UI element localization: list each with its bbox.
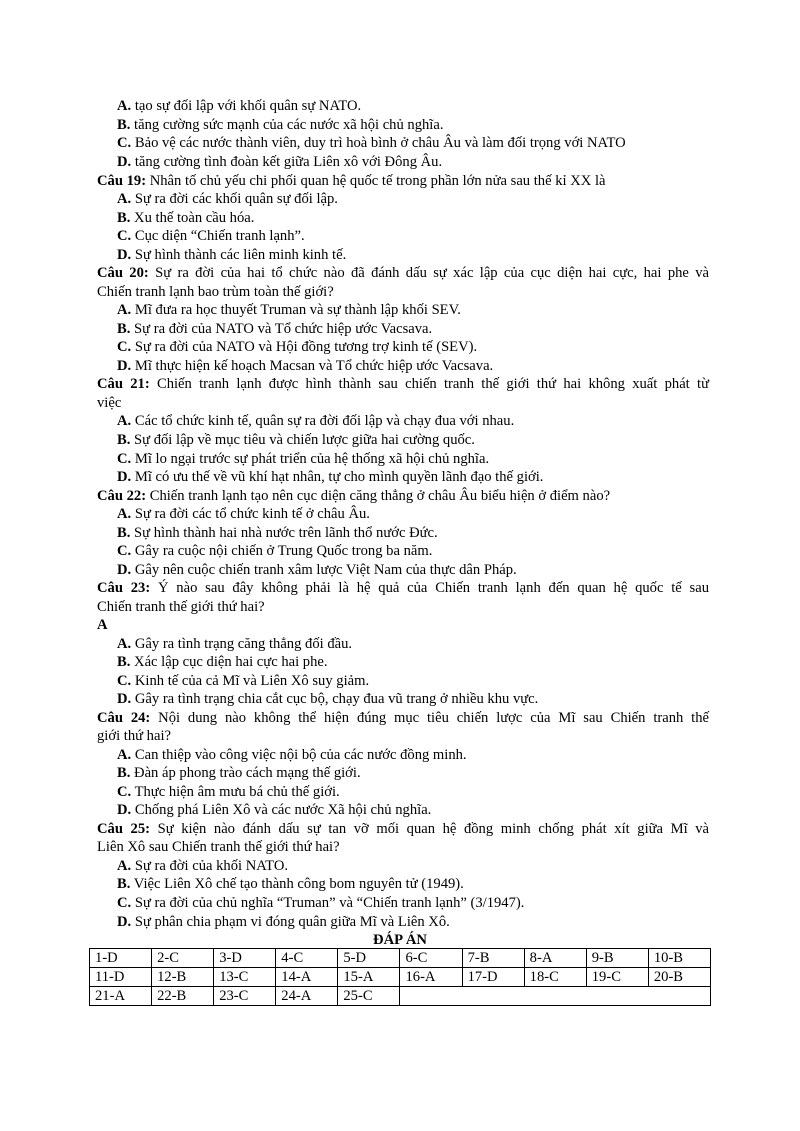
q24-stem-cont: giới thứ hai? [97,728,171,744]
table-row [90,949,711,968]
q23-option-a: A. Gây ra tình trạng căng thẳng đối đầu. [117,636,353,652]
q23-option-d: D. Gây ra tình trạng chia cắt cục bộ, chạy đua vũ trang ở nhiều khu vực. [117,691,539,707]
q21-stem: Câu 21: Chiến tranh lạnh được hình thành sau chiến tranh thế giới thứ hai không xuất phát từ [97,376,709,392]
q24-stem: Câu 24: Nội dung nào không thể hiện đúng mục tiêu chiến lược của Mĩ sau Chiến tranh thế [97,710,709,726]
q22-option-c: C. Gây ra cuộc nội chiến ở Trung Quốc trong ba năm. [117,543,433,559]
q24-option-c: C. Thực hiện âm mưu bá chủ thế giới. [117,784,340,800]
q21-option-c: C. Mĩ lo ngại trước sự phát triển của hệ thống xã hội chủ nghĩa. [117,451,490,467]
answer-cell: 12-B [152,968,214,987]
q19-option-d: D. Sự hình thành các liên minh kinh tế. [117,247,347,263]
answers-title: ĐÁP ÁN [373,932,427,948]
answer-cell: 17-D [462,968,524,987]
answer-cell: 21-A [90,987,152,1006]
answer-cell: 13-C [214,968,276,987]
answer-cell: 15-A [338,968,400,987]
q23-answer-mark: A [97,617,108,633]
q25-stem-cont: Liên Xô sau Chiến tranh thế giới thứ hai? [97,839,340,855]
answer-cell: 16-A [400,968,462,987]
answer-cell: 18-C [524,968,586,987]
q20-option-b: B. Sự ra đời của NATO và Tổ chức hiệp ước Vacsava. [117,321,433,337]
q24-option-a: A. Can thiệp vào công việc nội bộ của các nước đồng minh. [117,747,467,763]
q19-option-b: B. Xu thế toàn cầu hóa. [117,210,255,226]
answer-cell-empty [400,987,711,1006]
q25-option-d: D. Sự phân chia phạm vi đóng quân giữa Mĩ và Liên Xô. [117,914,450,930]
q21-option-a: A. Các tổ chức kinh tế, quân sự ra đời đối lập và chạy đua với nhau. [117,413,515,429]
answer-cell: 9-B [586,949,648,968]
q20-stem-cont: Chiến tranh lạnh bao trùm toàn thế giới? [97,284,334,300]
q18-option-b: B. tăng cường sức mạnh của các nước xã hội chủ nghĩa. [117,117,444,133]
q18-option-d: D. tăng cường tình đoàn kết giữa Liên xô với Đông Âu. [117,154,443,170]
answer-cell: 20-B [648,968,710,987]
answer-cell: 19-C [586,968,648,987]
answer-cell: 3-D [214,949,276,968]
q23-stem-cont: Chiến tranh thế giới thứ hai? [97,599,265,615]
q25-option-b: B. Việc Liên Xô chế tạo thành công bom nguyên tử (1949). [117,876,464,892]
q20-option-a: A. Mĩ đưa ra học thuyết Truman và sự thành lập khối SEV. [117,302,461,318]
q22-option-d: D. Gây nên cuộc chiến tranh xâm lược Việt Nam của thực dân Pháp. [117,562,517,578]
table-row [90,987,711,1006]
answer-cell: 1-D [90,949,152,968]
q25-stem: Câu 25: Sự kiện nào đánh dấu sự tan vỡ mối quan hệ đồng minh chống phát xít giữa Mĩ và [97,821,709,837]
answer-cell: 14-A [276,968,338,987]
answer-cell: 24-A [276,987,338,1006]
q24-option-d: D. Chống phá Liên Xô và các nước Xã hội chủ nghĩa. [117,802,432,818]
answer-cell: 2-C [152,949,214,968]
answer-cell: 6-C [400,949,462,968]
q18-option-a: A. tạo sự đối lập với khối quân sự NATO. [117,98,362,114]
q22-option-a: A. Sự ra đời các tổ chức kinh tế ở châu Âu. [117,506,370,522]
answer-cell: 5-D [338,949,400,968]
q19-option-a: A. Sự ra đời các khối quân sự đối lập. [117,191,338,207]
q22-stem: Câu 22: Chiến tranh lạnh tạo nên cục diện căng thẳng ở châu Âu biểu hiện ở điểm nào? [97,488,611,504]
answer-cell: 25-C [338,987,400,1006]
q23-stem: Câu 23: Ý nào sau đây không phải là hệ quả của Chiến tranh lạnh đến quan hệ quốc tế sau [97,580,710,596]
q25-option-c: C. Sự ra đời của chủ nghĩa “Truman” và “Chiến tranh lạnh” (3/1947). [117,895,525,911]
q18-option-c: C. Bảo vệ các nước thành viên, duy trì hoà bình ở châu Âu và làm đối trọng với NATO [117,135,626,151]
q20-option-c: C. Sự ra đời của NATO và Hội đồng tương trợ kinh tế (SEV). [117,339,478,355]
answer-table [89,948,711,1006]
q21-option-d: D. Mĩ có ưu thế về vũ khí hạt nhân, tự cho mình quyền lãnh đạo thế giới. [117,469,544,485]
answer-cell: 22-B [152,987,214,1006]
q20-option-d: D. Mĩ thực hiện kế hoạch Macsan và Tổ chức hiệp ước Vacsava. [117,358,494,374]
q21-stem-cont: việc [97,395,122,411]
answer-cell: 4-C [276,949,338,968]
q23-option-b: B. Xác lập cục diện hai cực hai phe. [117,654,328,670]
q22-option-b: B. Sự hình thành hai nhà nước trên lãnh thổ nước Đức. [117,525,438,541]
q25-option-a: A. Sự ra đời của khối NATO. [117,858,289,874]
q20-stem: Câu 20: Sự ra đời của hai tổ chức nào đã đánh dấu sự xác lập của cục diện hai cực, hai phe và [97,265,710,281]
q19-option-c: C. Cục diện “Chiến tranh lạnh”. [117,228,305,244]
answer-cell: 11-D [90,968,152,987]
q21-option-b: B. Sự đối lập về mục tiêu và chiến lược giữa hai cường quốc. [117,432,475,448]
table-row [90,968,711,987]
q19-stem: Câu 19: Nhân tố chủ yếu chi phối quan hệ quốc tế trong phần lớn nửa sau thế kỉ XX là [97,173,606,189]
answer-cell: 7-B [462,949,524,968]
q24-option-b: B. Đàn áp phong trào cách mạng thế giới. [117,765,361,781]
answer-cell: 8-A [524,949,586,968]
answer-cell: 23-C [214,987,276,1006]
answer-cell: 10-B [648,949,710,968]
q23-option-c: C. Kinh tế của cả Mĩ và Liên Xô suy giảm. [117,673,370,689]
